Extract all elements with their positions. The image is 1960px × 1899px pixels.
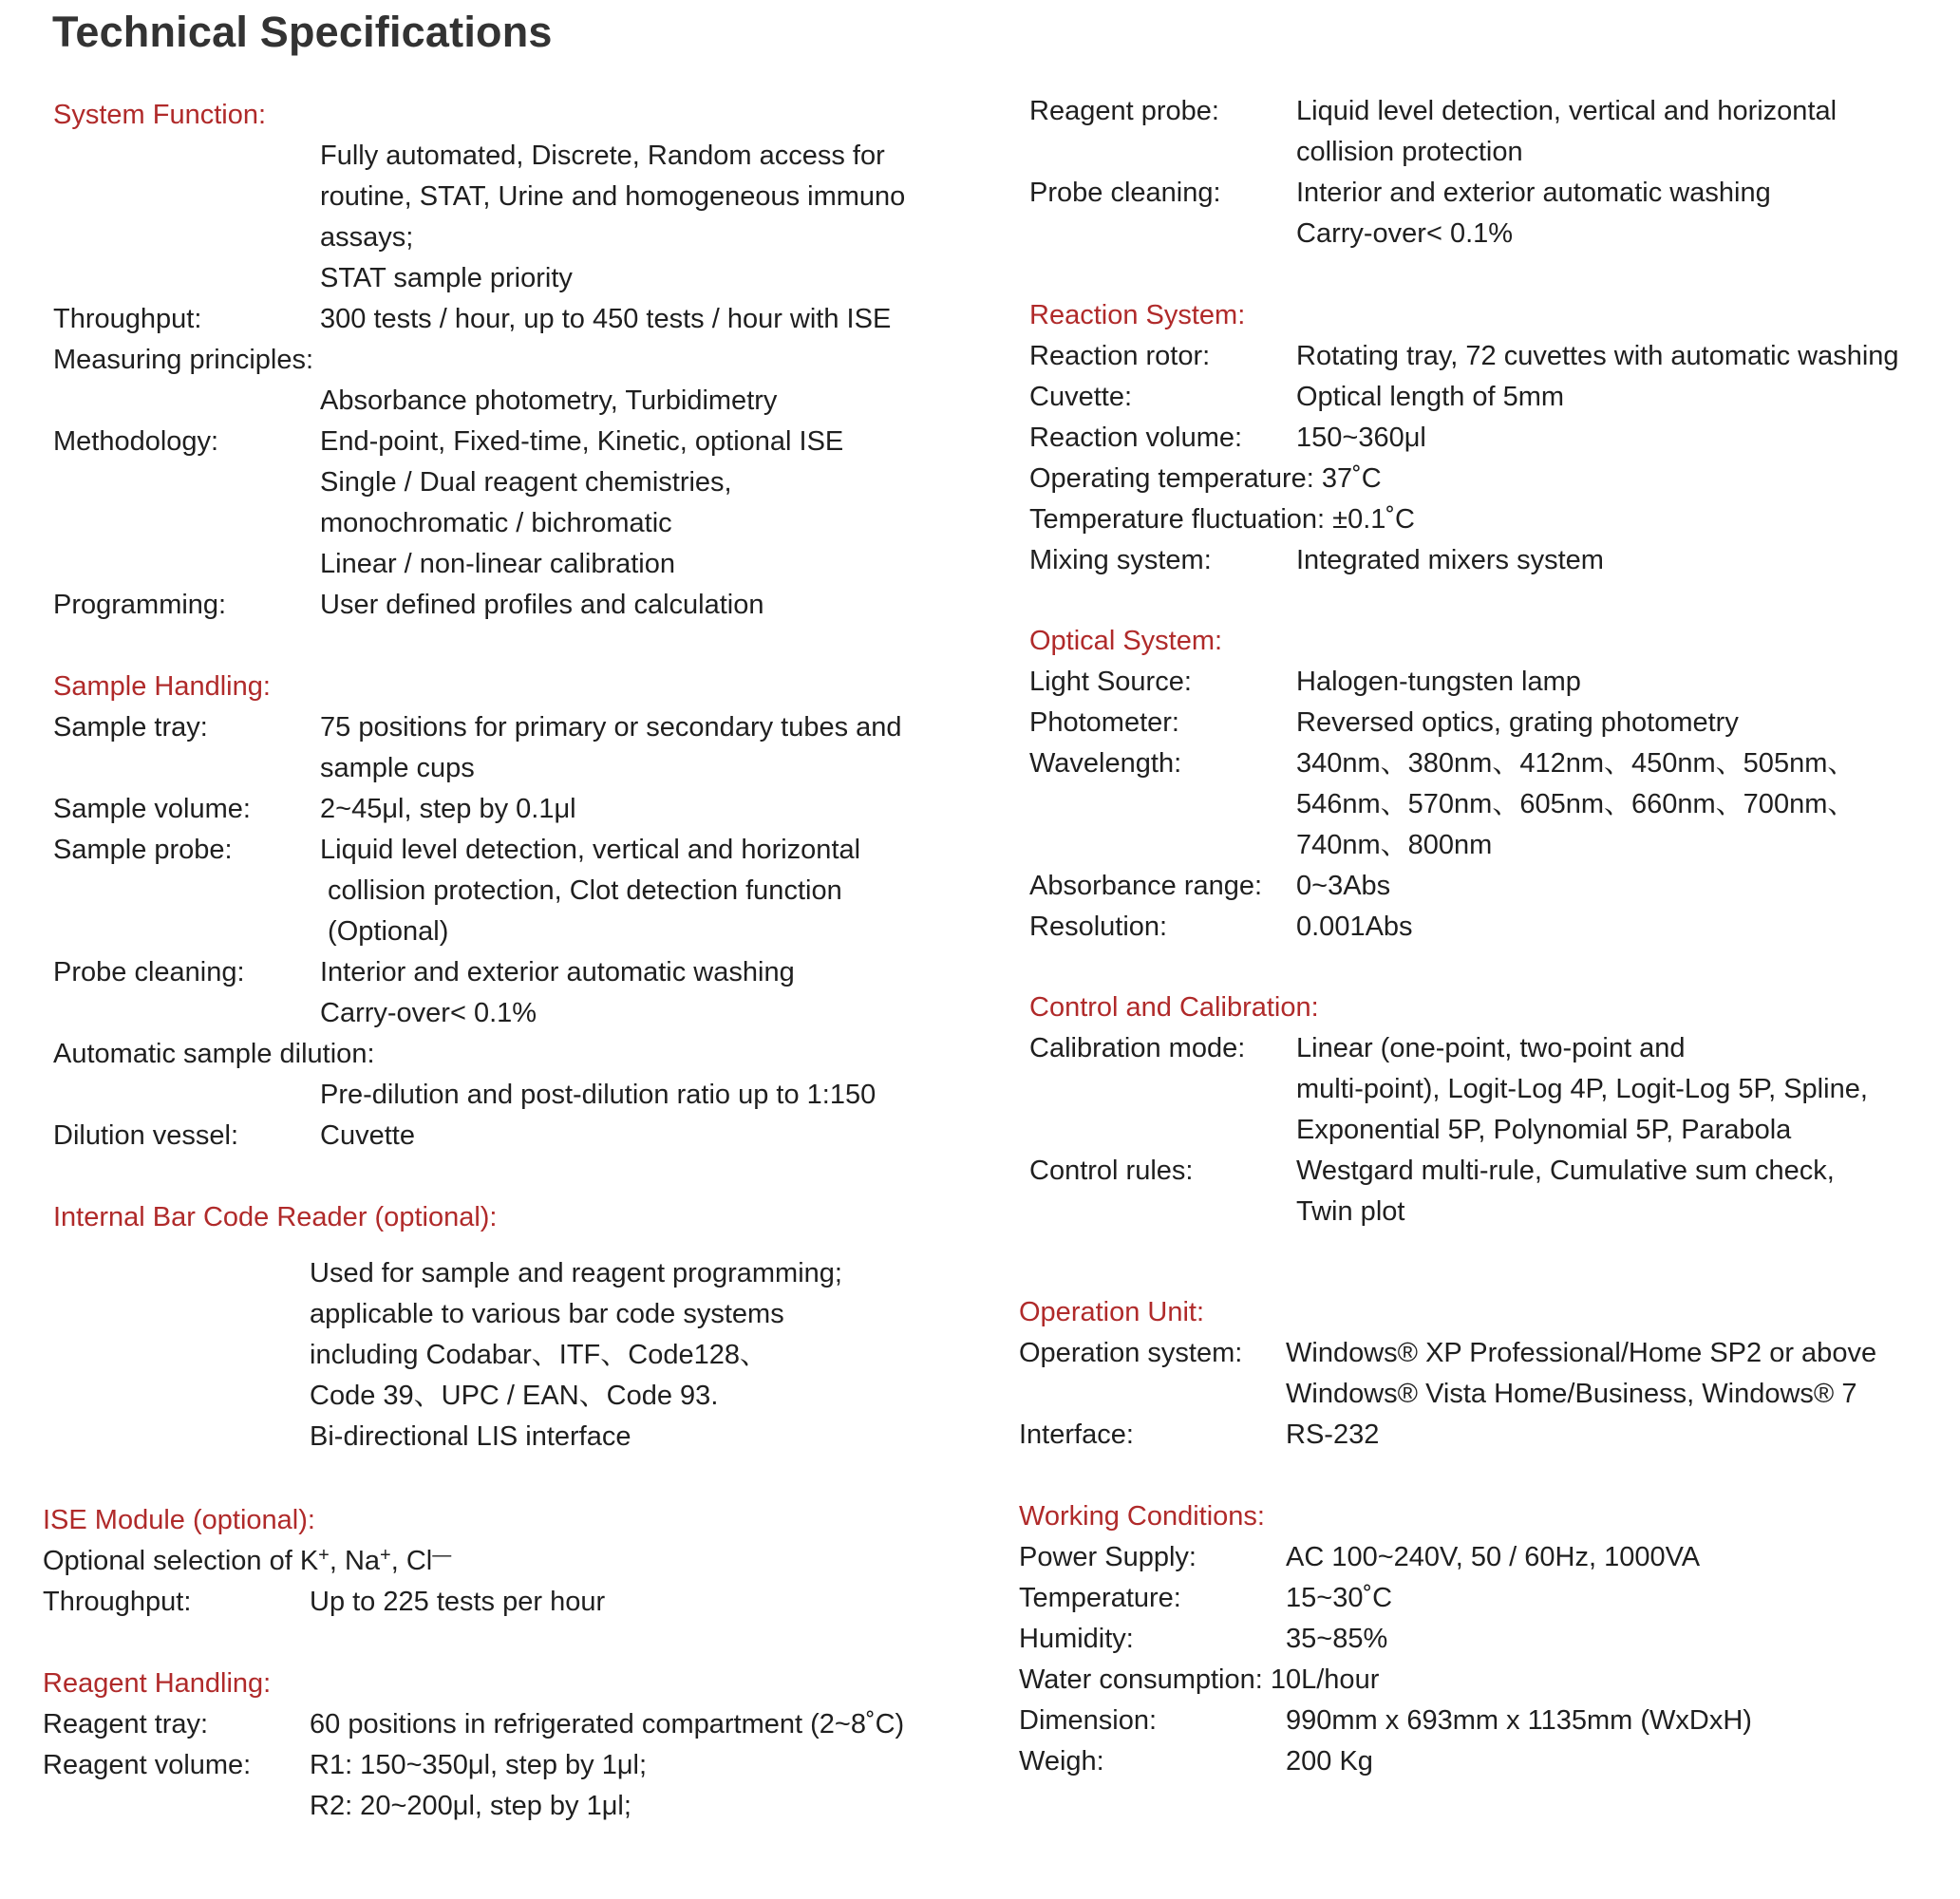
spec-value: 300 tests / hour, up to 450 tests / hour with ISE bbox=[320, 304, 892, 334]
spec-row-sample-probe bbox=[53, 830, 902, 952]
spec-row-mixing-system bbox=[1029, 540, 1899, 581]
spec-value-line: R1: 150~350μl, step by 1μl; bbox=[310, 1750, 648, 1780]
spec-value-line: sample cups bbox=[320, 753, 475, 783]
spec-row-reagent-volume bbox=[43, 1745, 904, 1827]
spec-row-cuvette bbox=[1029, 377, 1899, 418]
spec-row-reaction-rotor bbox=[1029, 336, 1899, 377]
spec-value: Rotating tray, 72 cuvettes with automatic washing bbox=[1296, 341, 1899, 371]
spec-row-probe-cleaning bbox=[1029, 173, 1837, 254]
section-title: Sample Handling: bbox=[53, 671, 271, 702]
spec-value-line: multi-point), Logit-Log 4P, Logit-Log 5P, Spline, bbox=[1296, 1074, 1868, 1104]
spec-value-line: applicable to various bar code systems bbox=[310, 1299, 784, 1329]
spec-value: Absorbance photometry, Turbidimetry bbox=[320, 385, 778, 416]
spec-row-absorbance-range bbox=[1029, 866, 1855, 907]
spec-value: 990mm x 693mm x 1135mm (WxDxH) bbox=[1286, 1705, 1752, 1736]
spec-label: Dilution vessel: bbox=[53, 1120, 239, 1151]
spec-row-power-supply bbox=[1019, 1537, 1752, 1578]
section-reagent-probe bbox=[1029, 91, 1837, 254]
spec-value: Halogen-tungsten lamp bbox=[1296, 667, 1581, 697]
spec-label: Programming: bbox=[53, 590, 227, 620]
spec-label: Power Supply: bbox=[1019, 1542, 1197, 1572]
spec-value-line: Westgard multi-rule, Cumulative sum check, bbox=[1296, 1156, 1835, 1186]
spec-row-ise-selection bbox=[43, 1541, 605, 1582]
spec-row-dilution-vessel bbox=[53, 1116, 902, 1156]
spec-value-line: Liquid level detection, vertical and horizontal bbox=[320, 835, 861, 865]
spec-label: Calibration mode: bbox=[1029, 1033, 1246, 1063]
section-title: Control and Calibration: bbox=[1029, 992, 1319, 1023]
spec-label: Sample tray: bbox=[53, 712, 208, 743]
section-title: Optical System: bbox=[1029, 626, 1223, 656]
spec-row-operation-system bbox=[1019, 1333, 1876, 1415]
spec-label: Probe cleaning: bbox=[53, 957, 245, 987]
spec-value: Cuvette bbox=[320, 1120, 415, 1151]
spec-label: Wavelength: bbox=[1029, 748, 1182, 779]
spec-label: Measuring principles: bbox=[53, 345, 314, 375]
spec-row-temperature-fluctuation bbox=[1029, 499, 1899, 540]
section-working-conditions bbox=[1019, 1496, 1752, 1782]
section-sample-handling bbox=[53, 667, 902, 1156]
spec-label: Photometer: bbox=[1029, 707, 1179, 738]
spec-row-dimension bbox=[1019, 1701, 1752, 1741]
spec-value: 60 positions in refrigerated compartment (2~8˚C) bbox=[310, 1709, 905, 1739]
spec-value-line: Windows® XP Professional/Home SP2 or above bbox=[1286, 1338, 1877, 1368]
spec-value-line: monochromatic / bichromatic bbox=[320, 508, 672, 538]
spec-value-line: Carry-over< 0.1% bbox=[1296, 218, 1514, 249]
spec-label: Reagent probe: bbox=[1029, 96, 1219, 126]
spec-row-sample-volume bbox=[53, 789, 902, 830]
spec-value-line: collision protection, Clot detection function bbox=[320, 875, 842, 906]
spec-value: User defined profiles and calculation bbox=[320, 590, 764, 620]
spec-value: Up to 225 tests per hour bbox=[310, 1587, 606, 1617]
spec-value-line: Interior and exterior automatic washing bbox=[1296, 178, 1771, 208]
spec-row-reagent-tray bbox=[43, 1704, 904, 1745]
spec-label: Methodology: bbox=[53, 426, 219, 457]
section-bar-code-reader bbox=[53, 1197, 842, 1457]
section-title: Working Conditions: bbox=[1019, 1501, 1265, 1532]
spec-label: Mixing system: bbox=[1029, 545, 1212, 575]
spec-value-line: Exponential 5P, Polynomial 5P, Parabola bbox=[1296, 1115, 1792, 1145]
spec-label: Control rules: bbox=[1029, 1156, 1194, 1186]
ise-selection-text: Optional selection of K bbox=[43, 1546, 319, 1576]
section-title: Operation Unit: bbox=[1019, 1297, 1205, 1327]
spec-value-line: Carry-over< 0.1% bbox=[320, 998, 537, 1028]
spec-row-control-rules bbox=[1029, 1151, 1868, 1232]
spec-value-line: 340nm、380nm、412nm、450nm、505nm、 bbox=[1296, 748, 1856, 779]
spec-row-measuring-principles bbox=[53, 340, 905, 381]
spec-label: Weigh: bbox=[1019, 1746, 1104, 1777]
spec-label: Interface: bbox=[1019, 1420, 1134, 1450]
spec-value: Integrated mixers system bbox=[1296, 545, 1604, 575]
spec-row-resolution bbox=[1029, 907, 1855, 948]
spec-label: Temperature: bbox=[1019, 1583, 1181, 1613]
spec-value: 15~30˚C bbox=[1286, 1583, 1393, 1613]
spec-row-calibration-mode bbox=[1029, 1028, 1868, 1151]
spec-row-automatic-dilution bbox=[53, 1034, 902, 1075]
ise-selection-text: , Na bbox=[329, 1546, 381, 1576]
spec-row bbox=[53, 136, 905, 299]
spec-value-line: (Optional) bbox=[320, 916, 449, 947]
spec-label: Automatic sample dilution: bbox=[53, 1039, 375, 1069]
spec-row bbox=[53, 1253, 842, 1457]
spec-row-interface bbox=[1019, 1415, 1876, 1456]
section-control-calibration bbox=[1029, 987, 1868, 1232]
section-title: Reaction System: bbox=[1029, 300, 1246, 330]
spec-row-light-source bbox=[1029, 662, 1855, 703]
spec-row-water-consumption bbox=[1019, 1660, 1752, 1701]
spec-value-line: Liquid level detection, vertical and horizontal bbox=[1296, 96, 1838, 126]
spec-value: Pre-dilution and post-dilution ratio up to 1:150 bbox=[320, 1080, 876, 1110]
spec-value: 0.001Abs bbox=[1296, 912, 1413, 942]
spec-value-line: collision protection bbox=[1296, 137, 1523, 167]
spec-row-operating-temperature bbox=[1029, 459, 1899, 499]
section-operation-unit bbox=[1019, 1292, 1876, 1456]
spec-label: Operation system: bbox=[1019, 1338, 1243, 1368]
spec-label: Dimension: bbox=[1019, 1705, 1158, 1736]
spec-row-sample-tray bbox=[53, 707, 902, 789]
page-title: Technical Specifications bbox=[52, 8, 553, 56]
spec-value-line: Windows® Vista Home/Business, Windows® 7 bbox=[1286, 1379, 1857, 1409]
spec-label: Resolution: bbox=[1029, 912, 1168, 942]
spec-row-weigh bbox=[1019, 1741, 1752, 1782]
section-title: Reagent Handling: bbox=[43, 1668, 272, 1699]
spec-value: Reversed optics, grating photometry bbox=[1296, 707, 1739, 738]
section-reaction-system bbox=[1029, 295, 1899, 581]
spec-row-ise-throughput bbox=[43, 1582, 605, 1623]
spec-value-line: STAT sample priority bbox=[320, 263, 573, 293]
spec-value-line: Fully automated, Discrete, Random access for bbox=[320, 141, 885, 171]
spec-label: Cuvette: bbox=[1029, 382, 1132, 412]
spec-row-reaction-volume bbox=[1029, 418, 1899, 459]
spec-value-line: Linear (one-point, two-point and bbox=[1296, 1033, 1686, 1063]
spec-value: Temperature fluctuation: ±0.1˚C bbox=[1029, 504, 1415, 535]
spec-value-line: assays; bbox=[320, 222, 414, 253]
spec-value: 35~85% bbox=[1286, 1624, 1388, 1654]
spec-label: Sample probe: bbox=[53, 835, 233, 865]
spec-value-line: Single / Dual reagent chemistries, bbox=[320, 467, 732, 498]
spec-row-methodology bbox=[53, 422, 905, 585]
spec-value-line: R2: 20~200μl, step by 1μl; bbox=[310, 1791, 631, 1821]
spec-value: RS-232 bbox=[1286, 1420, 1380, 1450]
spec-value-line: Interior and exterior automatic washing bbox=[320, 957, 795, 987]
spec-value-line: Twin plot bbox=[1296, 1196, 1405, 1227]
ise-selection-text: , Cl bbox=[390, 1546, 433, 1576]
section-title: Internal Bar Code Reader (optional): bbox=[53, 1202, 498, 1232]
spec-label: Humidity: bbox=[1019, 1624, 1134, 1654]
spec-label: Reagent tray: bbox=[43, 1709, 209, 1739]
spec-value: Optical length of 5mm bbox=[1296, 382, 1565, 412]
section-reagent-handling bbox=[43, 1664, 904, 1827]
spec-value: 200 Kg bbox=[1286, 1746, 1373, 1777]
spec-value-line: Bi-directional LIS interface bbox=[310, 1421, 631, 1452]
section-title: System Function: bbox=[53, 100, 267, 130]
spec-row-programming bbox=[53, 585, 905, 626]
spec-value-line: Code 39、UPC / EAN、Code 93. bbox=[310, 1381, 719, 1411]
spec-value-line: 546nm、570nm、605nm、660nm、700nm、 bbox=[1296, 789, 1856, 819]
spec-label: Sample volume: bbox=[53, 794, 251, 824]
spec-value bbox=[43, 1541, 605, 1582]
spec-value: Water consumption: 10L/hour bbox=[1019, 1664, 1380, 1695]
spec-row-probe-cleaning bbox=[53, 952, 902, 1034]
spec-label: Reaction volume: bbox=[1029, 423, 1243, 453]
spec-value-line: including Codabar、ITF、Code128、 bbox=[310, 1340, 767, 1370]
spec-value-line: 740nm、800nm bbox=[1296, 830, 1493, 860]
spec-value: Operating temperature: 37˚C bbox=[1029, 463, 1382, 494]
spec-value-line: 75 positions for primary or secondary tubes and bbox=[320, 712, 902, 743]
spec-row-dilution-value bbox=[53, 1075, 902, 1116]
spec-row-reagent-probe bbox=[1029, 91, 1837, 173]
spec-row-throughput bbox=[53, 299, 905, 340]
spec-label: Throughput: bbox=[43, 1587, 192, 1617]
spec-row-humidity bbox=[1019, 1619, 1752, 1660]
spec-label: Absorbance range: bbox=[1029, 871, 1263, 901]
section-title: ISE Module (optional): bbox=[43, 1505, 315, 1535]
superscript: — bbox=[432, 1545, 452, 1566]
spec-value-line: routine, STAT, Urine and homogeneous immuno bbox=[320, 181, 906, 212]
spec-label: Throughput: bbox=[53, 304, 202, 334]
section-ise-module bbox=[43, 1500, 605, 1623]
spec-row-wavelength bbox=[1029, 743, 1855, 866]
section-optical-system bbox=[1029, 621, 1855, 948]
spec-label: Light Source: bbox=[1029, 667, 1192, 697]
spec-row-measuring-value bbox=[53, 381, 905, 422]
spec-label: Reagent volume: bbox=[43, 1750, 252, 1780]
spec-value-line: End-point, Fixed-time, Kinetic, optional ISE bbox=[320, 426, 844, 457]
spec-value: 0~3Abs bbox=[1296, 871, 1391, 901]
superscript: + bbox=[318, 1545, 330, 1566]
spec-value: AC 100~240V, 50 / 60Hz, 1000VA bbox=[1286, 1542, 1701, 1572]
spec-value: 150~360μl bbox=[1296, 423, 1426, 453]
spec-row-temperature bbox=[1019, 1578, 1752, 1619]
spec-value: 2~45μl, step by 0.1μl bbox=[320, 794, 576, 824]
spec-label: Probe cleaning: bbox=[1029, 178, 1221, 208]
section-system-function bbox=[53, 95, 905, 626]
spec-value-line: Linear / non-linear calibration bbox=[320, 549, 675, 579]
spec-label: Reaction rotor: bbox=[1029, 341, 1211, 371]
superscript: + bbox=[380, 1545, 391, 1566]
spec-row-photometer bbox=[1029, 703, 1855, 743]
spec-value-line: Used for sample and reagent programming; bbox=[310, 1258, 842, 1288]
